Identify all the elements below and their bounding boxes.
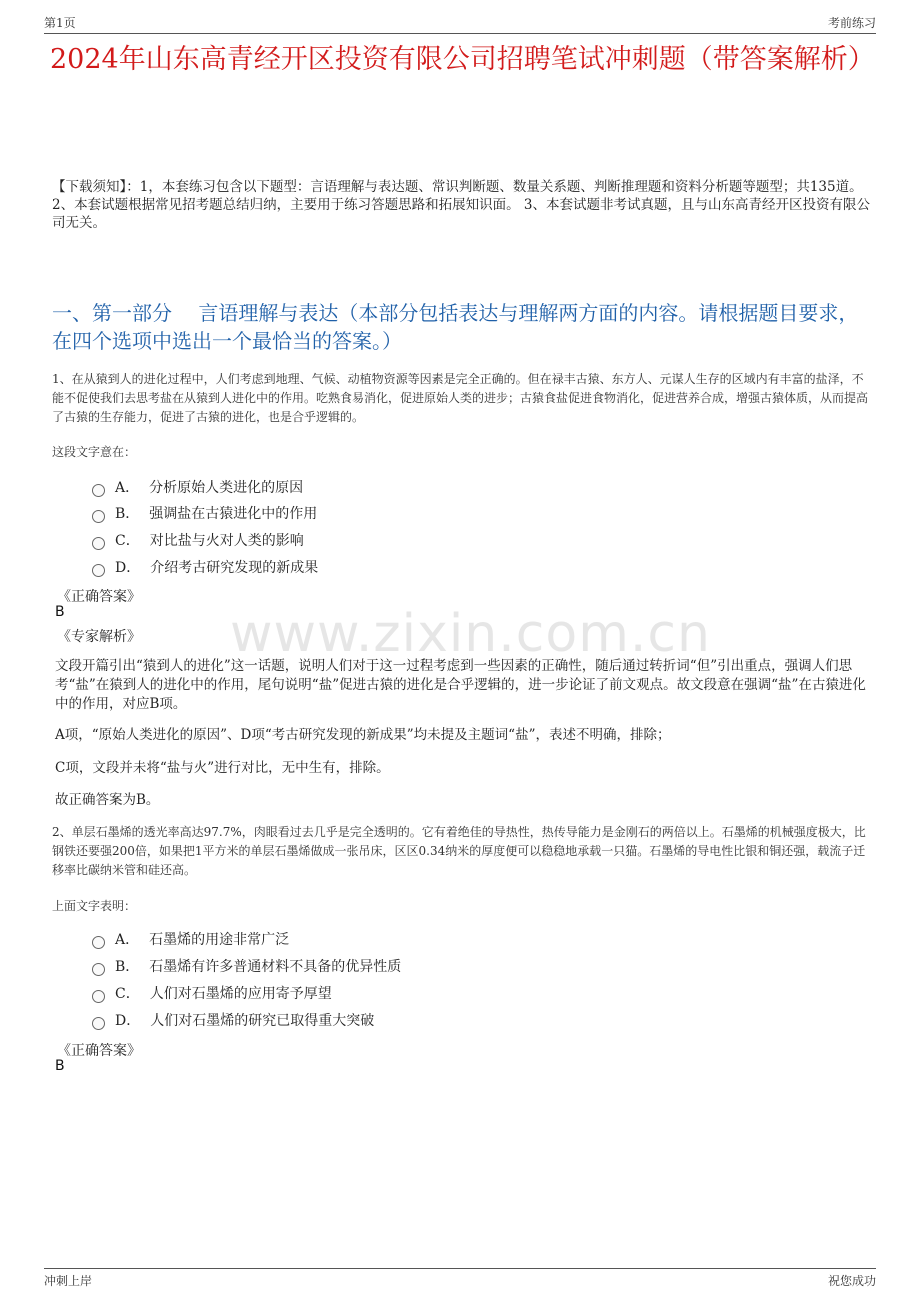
q1-analysis-label: 《专家解析》 xyxy=(57,629,141,645)
header-page-number: 第1页 xyxy=(44,16,76,30)
footer-left-text: 冲刺上岸 xyxy=(44,1274,93,1288)
radio-button-icon[interactable] xyxy=(92,510,105,523)
watermark: www.zixin.com.cn xyxy=(230,604,711,664)
q2-option-c[interactable]: C． 人们对石墨烯的应用寄予厚望 xyxy=(92,983,332,1003)
q1-option-b[interactable]: B． 强调盐在古猿进化中的作用 xyxy=(92,503,317,523)
footer-divider xyxy=(44,1268,876,1269)
download-notice: 【下载须知】：1，本套练习包含以下题型：言语理解与表达题、常识判断题、数量关系题、判断推理题和资料分析题等题型；共135道。 2、本套试题根据常见招考题总结归纳，主要用于练习答题思路和拓展知识面。 3、本套试题非考试真题，且与山东高青经开区投资有限公司无关。 xyxy=(52,179,870,231)
header-divider xyxy=(44,33,876,34)
q1-answer-value: B xyxy=(55,604,65,620)
q1-analysis-paragraph: A项，“原始人类进化的原因”、D项“考古研究发现的新成果”均未提及主题词“盐”，表述不明确，排除； xyxy=(55,727,671,743)
section-heading: 一、第一部分 言语理解与表达（本部分包括表达与理解两方面的内容。请根据题目要求，在四个选项中选出一个最恰当的答案。） xyxy=(52,301,859,353)
question-1-text: 1、在从猿到人的进化过程中，人们考虑到地理、气候、动植物资源等因素是完全正确的。但在禄丰古猿、东方人、元谋人生存的区域内有丰富的盐泽，不能不促使我们去思考盐在从猿到人进化中的作用。吃熟食易消化，促进原始人类的进步；古猿食盐促进食物消化，促进营养合成，增强古猿体质，从而提高了古猿的生存能力，促进了古猿的进化，也是合乎逻辑的。 xyxy=(52,372,869,424)
radio-button-icon[interactable] xyxy=(92,564,105,577)
q1-option-a[interactable]: A． 分析原始人类进化的原因 xyxy=(92,477,303,497)
radio-button-icon[interactable] xyxy=(92,963,105,976)
q1-analysis-paragraph: 故正确答案为B。 xyxy=(55,792,160,808)
document-title: 2024年山东高青经开区投资有限公司招聘笔试冲刺题（带答案解析） xyxy=(50,44,875,75)
q1-answer-label: 《正确答案》 xyxy=(57,589,141,605)
question-2-prompt: 上面文字表明： xyxy=(52,899,137,913)
question-2-text: 2、单层石墨烯的透光率高达97.7%，肉眼看过去几乎是完全透明的。它有着绝佳的导热性，热传导能力是金刚石的两倍以上。石墨烯的机械强度极大，比钢铁还要强200倍，如果把1平方米的单层石墨烯做成一张吊床，区区0.34纳米的厚度便可以稳稳地承载一只猫。石墨烯的导电性比银和铜还强，载流子迁移率比碳纳米管和硅还高。 xyxy=(52,825,866,877)
radio-button-icon[interactable] xyxy=(92,484,105,497)
q2-option-d[interactable]: D． 人们对石墨烯的研究已取得重大突破 xyxy=(92,1010,374,1030)
radio-button-icon[interactable] xyxy=(92,936,105,949)
q2-option-a[interactable]: A． 石墨烯的用途非常广泛 xyxy=(92,929,289,949)
radio-button-icon[interactable] xyxy=(92,990,105,1003)
q1-analysis-paragraph: C项，文段并未将“盐与火”进行对比，无中生有，排除。 xyxy=(55,760,390,776)
q2-answer-label: 《正确答案》 xyxy=(57,1043,141,1059)
q2-answer-value: B xyxy=(55,1058,65,1074)
q2-option-b[interactable]: B． 石墨烯有许多普通材料不具备的优异性质 xyxy=(92,956,401,976)
radio-button-icon[interactable] xyxy=(92,537,105,550)
question-1-prompt: 这段文字意在： xyxy=(52,445,137,459)
q1-analysis-paragraph: 文段开篇引出“猿到人的进化”这一话题，说明人们对于这一过程考虑到一些因素的正确性，随后通过转折词“但”引出重点，强调人们思考“盐”在猿到人的进化中的作用，尾句说明“盐”促进古猿的进化是合乎逻辑的，进一步论证了前文观点。故文段意在强调“盐”在古猿进化中的作用，对应B项。 xyxy=(55,658,866,712)
header-label: 考前练习 xyxy=(827,16,876,30)
q1-option-c[interactable]: C． 对比盐与火对人类的影响 xyxy=(92,530,304,550)
q1-option-d[interactable]: D． 介绍考古研究发现的新成果 xyxy=(92,557,318,577)
footer-right-text: 祝您成功 xyxy=(827,1274,876,1288)
radio-button-icon[interactable] xyxy=(92,1017,105,1030)
